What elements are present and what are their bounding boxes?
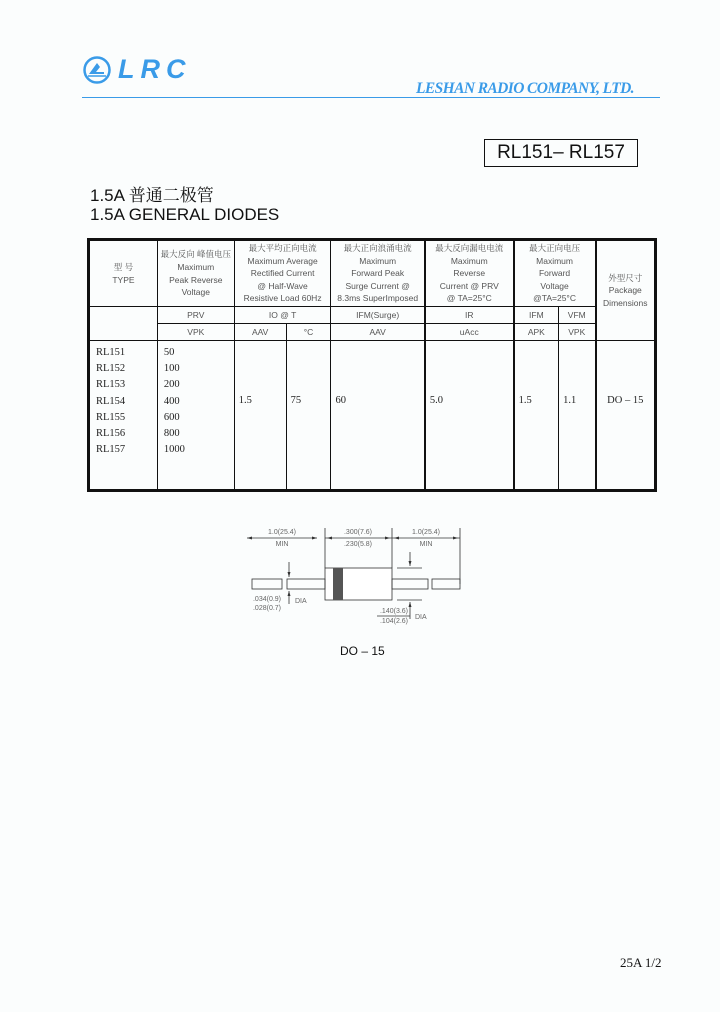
unit-ifm: APK bbox=[514, 324, 559, 341]
symbol-ir: IR bbox=[425, 307, 514, 324]
unit-prv: VPK bbox=[157, 324, 234, 341]
prv-item: 600 bbox=[163, 411, 180, 423]
header-package: 外型尺寸 Package Dimensions bbox=[596, 241, 655, 341]
lead-right-min: MIN bbox=[419, 541, 433, 548]
prv-item: 400 bbox=[163, 395, 180, 407]
ifm-value: 1.5 bbox=[514, 341, 559, 490]
header-surge: 最大正向浪涌电流 Maximum Forward Peak Surge Current @ 8.3ms SuperImposed bbox=[331, 241, 425, 307]
prv-item: 800 bbox=[163, 428, 180, 440]
type-list bbox=[90, 341, 158, 490]
body-length-min: .230(5.8) bbox=[343, 541, 373, 548]
lrc-emblem-icon bbox=[82, 55, 112, 85]
prv-item: 100 bbox=[163, 363, 180, 375]
ir-value: 5.0 bbox=[425, 341, 514, 490]
body-dia-min: .104(2.6) bbox=[379, 618, 409, 625]
symbol-empty bbox=[90, 307, 158, 341]
lead-left-min: MIN bbox=[275, 541, 289, 548]
prv-item: 1000 bbox=[163, 444, 185, 456]
type-item: RL153 bbox=[96, 379, 126, 391]
header-row bbox=[90, 241, 655, 307]
spec-table bbox=[89, 240, 655, 490]
lrc-logo bbox=[82, 54, 192, 85]
prv-list bbox=[157, 341, 234, 490]
header-ir: 最大反向漏电电流 Maximum Reverse Current @ PRV @ TA=25°C bbox=[425, 241, 514, 307]
page-footer: 25A 1/2 bbox=[620, 955, 662, 970]
company-name: LESHAN RADIO COMPANY, LTD. bbox=[416, 80, 634, 97]
type-item: RL154 bbox=[96, 395, 126, 407]
prv-item: 50 bbox=[163, 347, 175, 358]
lead-left-length: 1.0(25.4) bbox=[267, 529, 297, 536]
symbol-prv: PRV bbox=[157, 307, 234, 324]
unit-row bbox=[90, 324, 655, 341]
body-dia-max: .140(3.6) bbox=[379, 608, 409, 615]
io-value: 1.5 bbox=[234, 341, 286, 490]
package-label: DO – 15 bbox=[340, 644, 385, 658]
do15-package-diagram bbox=[232, 524, 482, 634]
symbol-vfm: VFM bbox=[559, 307, 596, 324]
title-chinese: 1.5A 普通二极管 bbox=[90, 186, 214, 205]
header-type: 型 号 TYPE bbox=[90, 241, 158, 307]
package-value: DO – 15 bbox=[596, 341, 655, 490]
type-item: RL156 bbox=[96, 428, 126, 440]
body-dia-label: DIA bbox=[415, 614, 427, 621]
symbol-row bbox=[90, 307, 655, 324]
symbol-ifm: IFM bbox=[514, 307, 559, 324]
unit-ir: uAcc bbox=[425, 324, 514, 341]
body-length-max: .300(7.6) bbox=[343, 529, 373, 536]
lead-dia-min: .028(0.7) bbox=[252, 605, 282, 612]
title-english: 1.5A GENERAL DIODES bbox=[90, 205, 280, 224]
type-item: RL157 bbox=[96, 444, 126, 456]
type-item: RL155 bbox=[96, 411, 126, 423]
unit-temp: °C bbox=[286, 324, 331, 341]
header-rule bbox=[82, 97, 660, 98]
symbol-surge: IFM(Surge) bbox=[331, 307, 425, 324]
data-row bbox=[90, 341, 655, 490]
temp-value: 75 bbox=[286, 341, 331, 490]
unit-io: AAV bbox=[234, 324, 286, 341]
unit-surge: AAV bbox=[331, 324, 425, 341]
lead-right-length: 1.0(25.4) bbox=[411, 529, 441, 536]
lead-dia-label: DIA bbox=[295, 598, 307, 605]
type-item: RL152 bbox=[96, 363, 126, 375]
part-range-box: RL151– RL157 bbox=[484, 139, 638, 167]
header-vf: 最大正向电压 Maximum Forward Voltage @TA=25°C bbox=[514, 241, 596, 307]
type-item: RL151 bbox=[96, 347, 126, 358]
lead-dia-max: .034(0.9) bbox=[252, 596, 282, 603]
unit-vfm: VPK bbox=[559, 324, 596, 341]
symbol-io: IO @ T bbox=[234, 307, 331, 324]
prv-item: 200 bbox=[163, 379, 180, 391]
surge-value: 60 bbox=[331, 341, 425, 490]
vfm-value: 1.1 bbox=[559, 341, 596, 490]
header-prv: 最大反向 峰值电压 Maximum Peak Reverse Voltage bbox=[157, 241, 234, 307]
header-io: 最大平均正向电流 Maximum Average Rectified Current @ Half-Wave Resistive Load 60Hz bbox=[234, 241, 331, 307]
logo-text: LRC bbox=[118, 54, 192, 84]
